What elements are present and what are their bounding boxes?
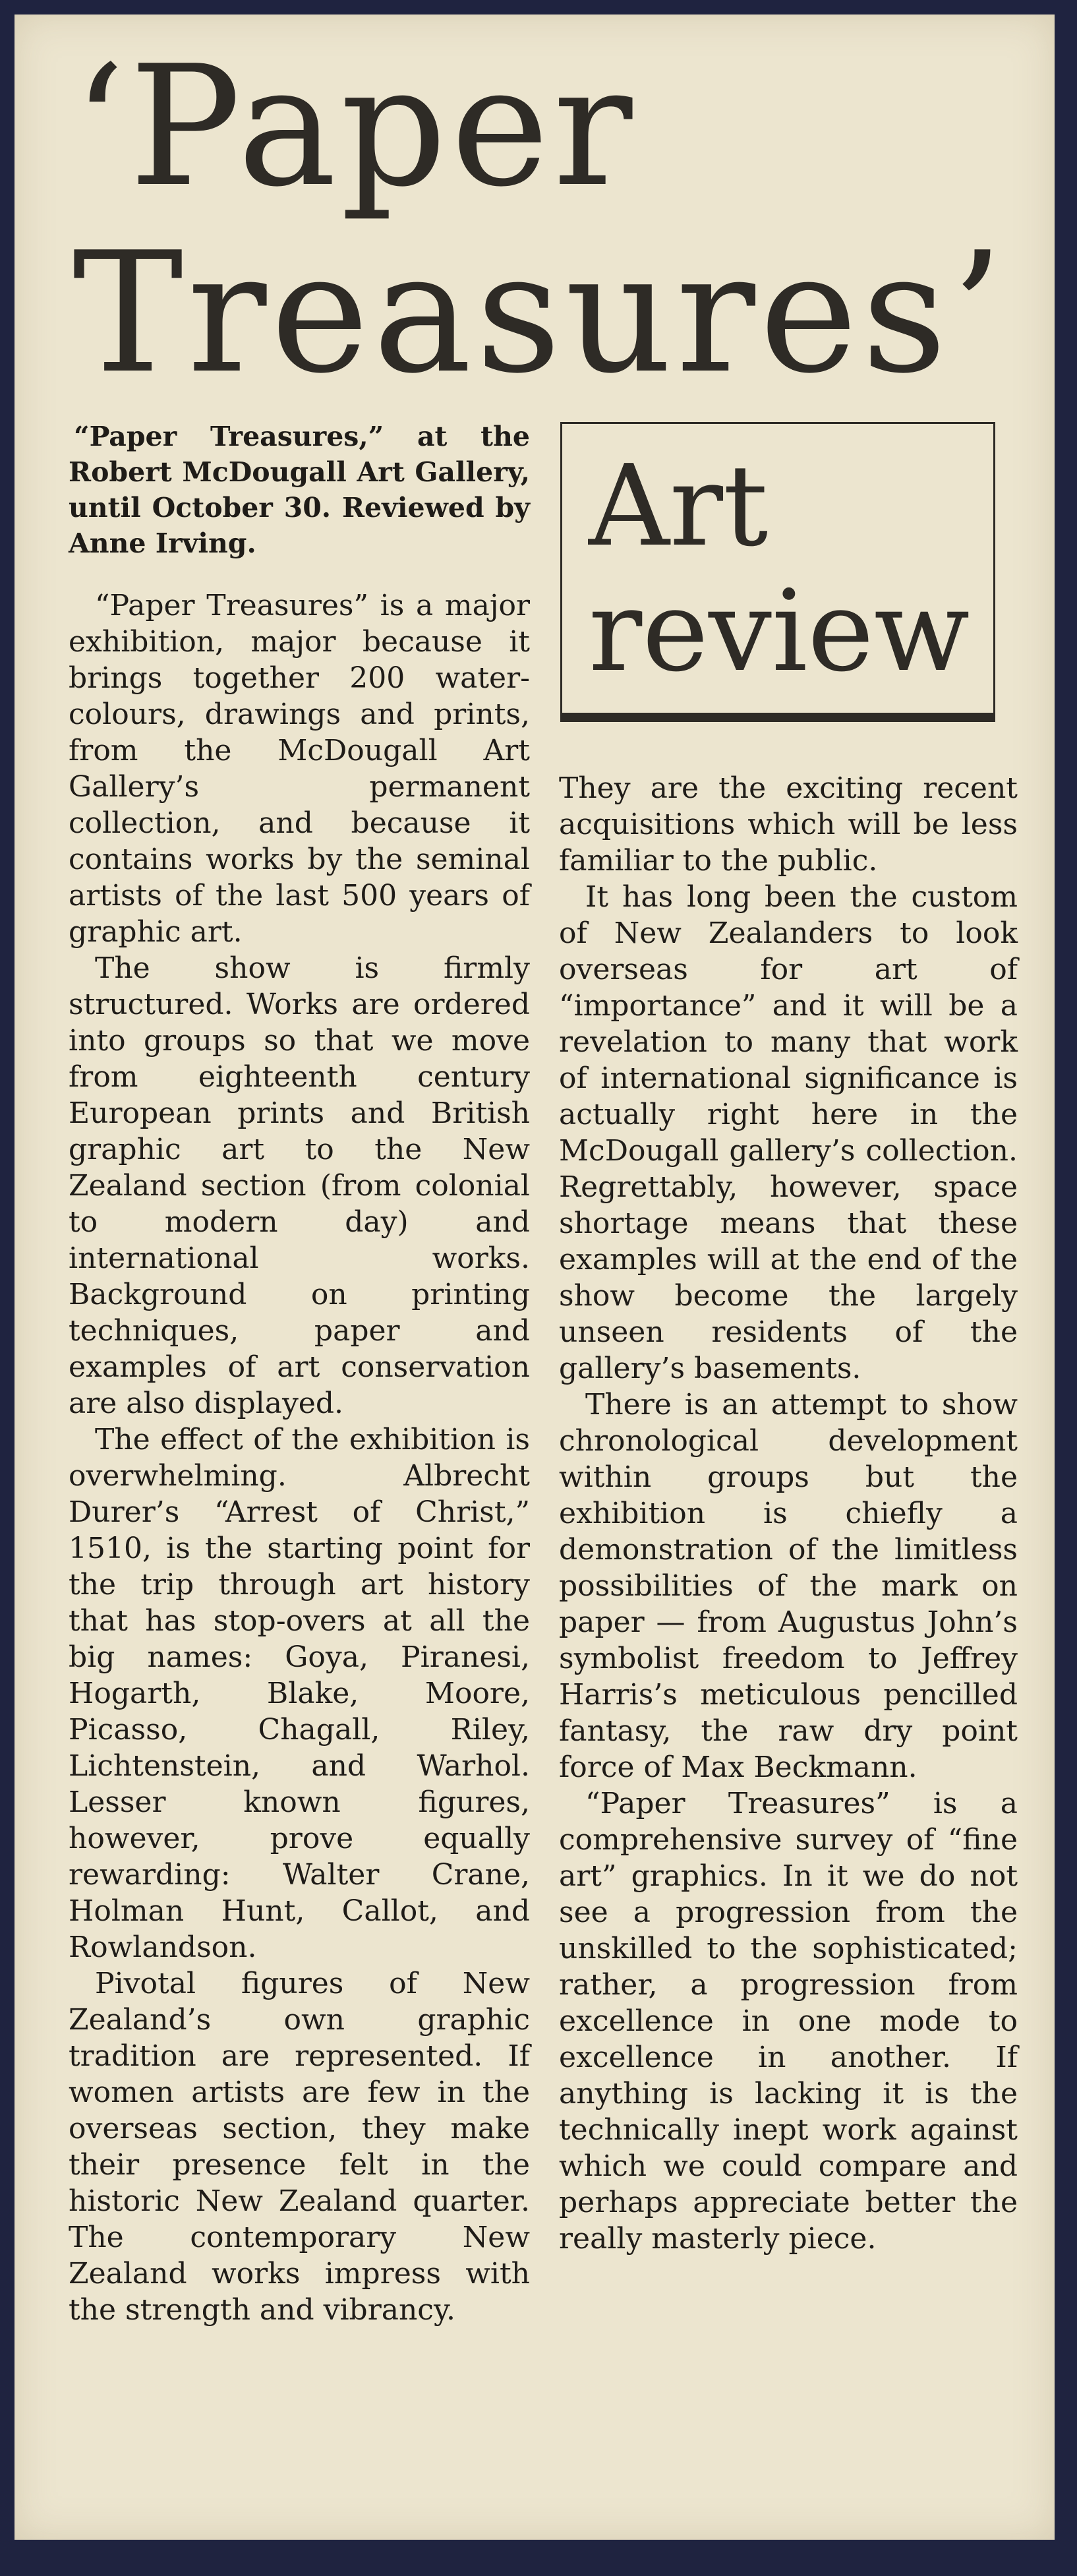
box-word-review: review [589,566,970,697]
article-paragraph: “Paper Treasures” is a comprehensive survey of “fine art” graphics. In it we do not see a progression from the unskilled to the sophisticated; rather, a progression from excellence in one mode to excellence in another. If anything is lacking it is the technically inept work against which we could compare and perhaps appreciate better the really masterly piece. [559,1787,1018,2256]
headline-line-1: ‘Paper [73,30,637,224]
headline-line-2: Treasures’ [73,217,1008,410]
article-paragraph: “Paper Treasures” is a major exhibition, major because it brings together 200 water-colours, drawings and prints, from the McDougall Art Gallery’s permanent collection, and because it contains works by the seminal artists of the last 500 years of graphic art. [69,589,530,949]
art-review-box [560,422,995,722]
article-paragraph: It has long been the custom of New Zealanders to look overseas for art of “importance” and it will be a revelation to many that work of international significance is actually right here in the McDougall gallery’s collection. Regrettably, however, space shortage means that these examples will at the end of the show become the largely unseen residents of the gallery’s basements. [559,880,1018,1385]
article-paragraph: The show is firmly structured. Works are ordered into groups so that we move from eighteenth century European prints and British graphic art to the New Zealand section (from colonial to modern day) and international works. Background on printing techniques, paper and examples of art conservation are also displayed. [69,951,530,1420]
article-paragraph: They are the exciting recent acquisitions which will be less familiar to the public. [559,771,1018,878]
box-word-art: Art [589,441,769,572]
article-paragraph: There is an attempt to show chronological development within groups but the exhibition is chiefly a demonstration of the limitless possibilities of the mark on paper — from Augustus John’s symbolist freedom to Jeffrey Harris’s meticulous pencilled fantasy, the raw dry point force of Max Beckmann. [559,1388,1018,1784]
right-column [559,770,1018,2257]
article-paragraph: The effect of the exhibition is overwhelming. Albrecht Durer’s “Arrest of Christ,” 1510, is the starting point for the trip through art history that has stop-overs at all the big names: Goya, Piranesi, Hogarth, Blake, Moore, Picasso, Chagall, Riley, Lichtenstein, and Warhol. Lesser known figures, however, prove equally rewarding: Walter Crane, Holman Hunt, Callot, and Rowlandson. [69,1423,530,1964]
byline: “Paper Treasures,” at the Robert McDougall Art Gallery, until October 30. Reviewed by Anne Irving. [69,421,530,559]
left-column [69,419,530,2328]
article-paragraph: Pivotal figures of New Zealand’s own graphic tradition are represented. If women artists are few in the overseas section, they make their presence felt in the historic New Zealand quarter. The contemporary New Zealand works impress with the strength and vibrancy. [69,1967,530,2327]
